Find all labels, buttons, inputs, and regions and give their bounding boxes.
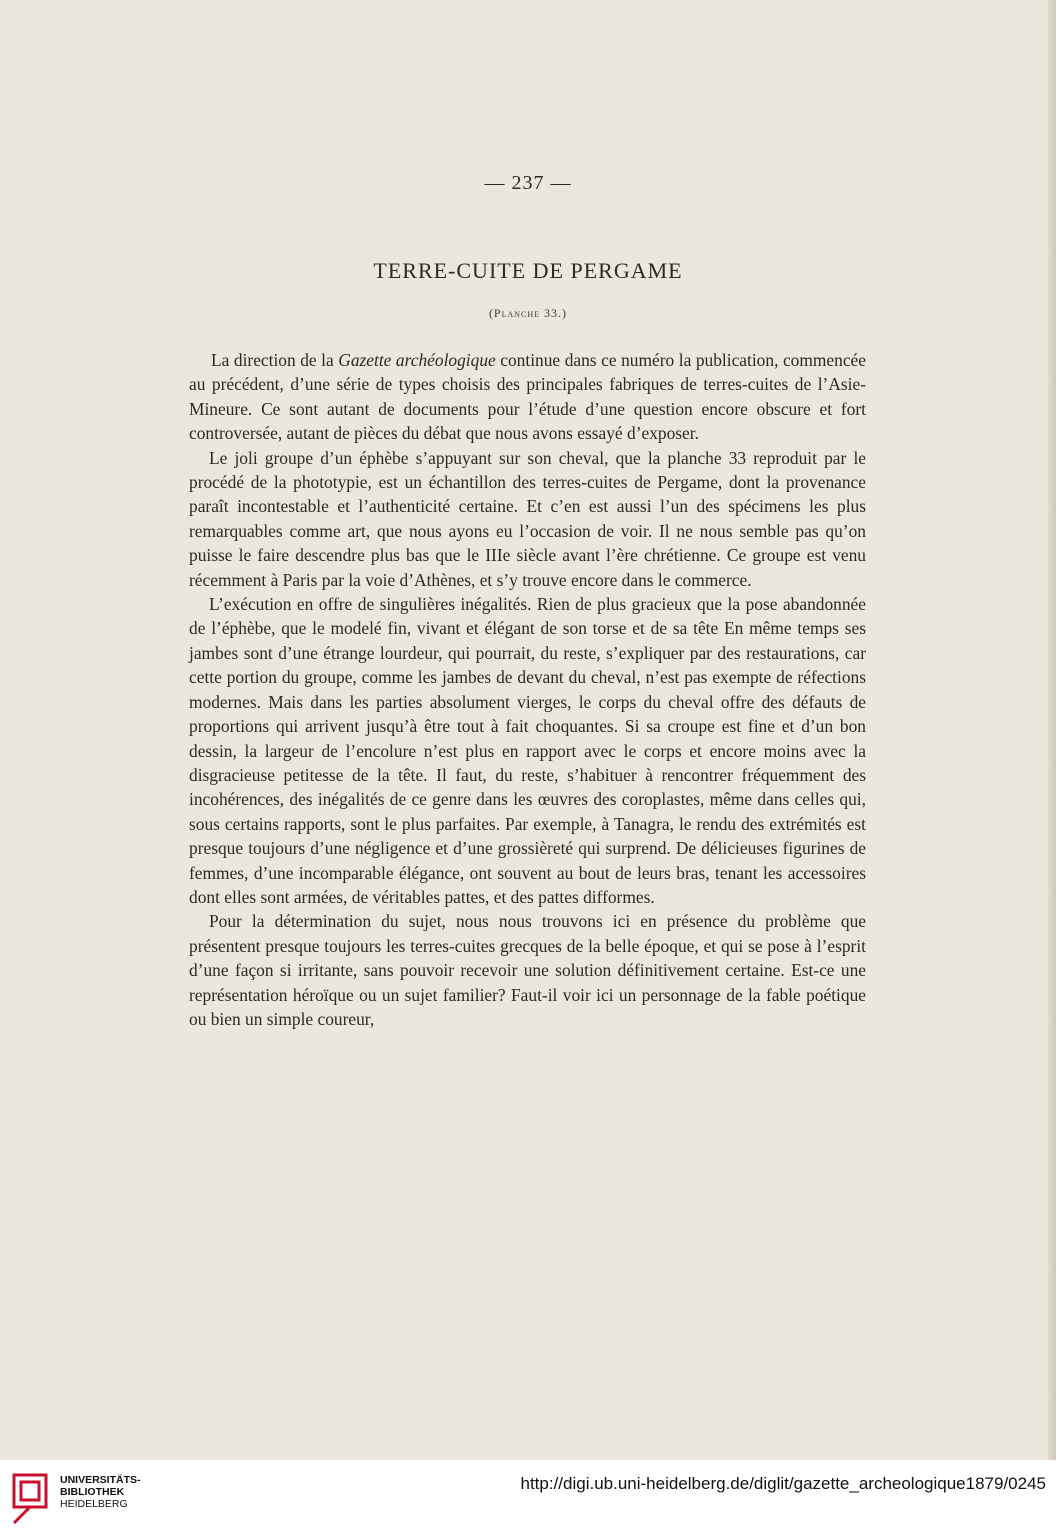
footer-bar [0,1460,1056,1536]
library-name-line3: HEIDELBERG [60,1498,128,1510]
paragraph-1 [189,348,866,446]
paragraph-3: L’exécution en offre de singulières inégalités. Rien de plus gracieux que la pose abandonnée de l’éphèbe, que le modelé fin, vivant et élégant de son torse et de sa tête En même temps ses jambes sont d’une étrange lourdeur, qui pourrait, du reste, s’expliquer par des restaurations, car cette portion du groupe, comme les jambes de devant du cheval, n’est pas exempte de réfections modernes. Mais dans les parties absolument vierges, le corps du cheval offre des défauts de proportions qui arrivent jusqu’à être tout à fait choquantes. Si sa croupe est fine et d’un bon dessin, la largeur de l’encolure n’est plus en rapport avec le corps et encore moins avec la disgracieuse petitesse de la tête. Il faut, du reste, s’habituer à rencontrer fréquemment des incohérences, des inégalités de ce genre dans les œuvres des coroplastes, même dans celles qui, sous certains rapports, sont le plus parfaites. Par exemple, à Tanagra, le rendu des extrémités est presque toujours d’une négligence et d’une grossièreté qui surprend. De délicieuses figurines de femmes, d’une incomparable élégance, ont souvent au bout de leurs bras, tenant les accessoires dont elles sont armées, de véritables pattes, et des pattes difformes. [189,594,866,907]
permalink-url[interactable]: http://digi.ub.uni-heidelberg.de/diglit/gazette_archeologique1879/0245 [520,1474,1046,1493]
paragraph-2: Le joli groupe d’un éphèbe s’appuyant sur son cheval, que la planche 33 reproduit par le procédé de la phototypie, est un échantillon des terres-cuites de Pergame, dont la provenance paraît incontestable et l’authenticité certaine. Et c’en est aussi l’un des spécimens les plus remarquables comme art, que nous ayons eu l’occasion de voir. Il ne nous semble pas qu’on puisse le faire descendre plus bas que le IIIe siècle avant l’ère chrétienne. Ce groupe est venu récemment à Paris par la voie d’Athènes, et s’y trouve encore dans le commerce. [189,447,866,590]
paragraph-1-start: La direction de la [211,350,339,370]
page-number: — 237 — [484,172,572,194]
paragraph-1-rest: continue dans ce numéro la publication, commencée au précédent, d’une série de types choisis des principales fabriques de terres-cuites de l’Asie-Mineure. Ce sont autant de documents pour l’étude d’une question encore obscure et fort controversée, autant de pièces du débat que nous avons essayé d’exposer. [189,350,866,444]
library-name [60,1474,141,1510]
page-edge [1048,0,1056,1460]
journal-name: Gazette archéologique [338,350,496,370]
article-title: TERRE-CUITE DE PERGAME [373,258,683,283]
library-name-line1: UNIVERSITÄTS- [60,1474,141,1486]
paragraph-4: Pour la détermination du sujet, nous nous trouvons ici en présence du problème que présentent presque toujours les terres-cuites grecques de la belle époque, et qui se pose à l’esprit d’une façon si irritante, sans pouvoir recevoir une solution définitivement certaine. Est-ce une représentation héroïque ou un sujet familier? Faut-il voir ici un personnage de la fable poétique ou bien un simple coureur, [189,911,866,1029]
library-name-line2: BIBLIOTHEK [60,1486,125,1498]
library-logo-icon [10,1471,50,1527]
plate-reference: (Planche 33.) [488,306,568,320]
article-body [189,348,866,1031]
